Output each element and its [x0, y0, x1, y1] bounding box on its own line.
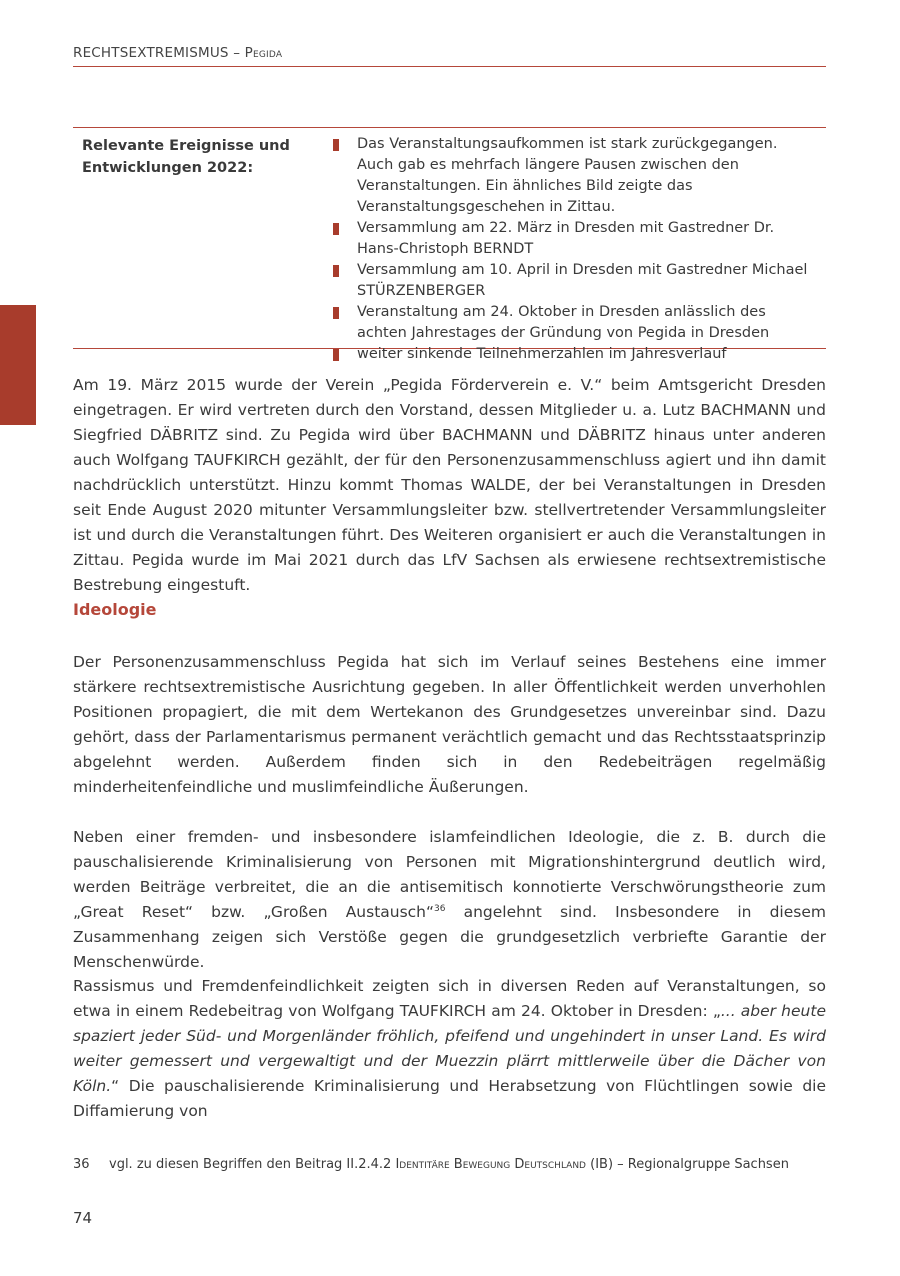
- info-box-label: Relevante Ereignisse und Entwicklungen 2022:: [82, 138, 290, 176]
- list-item: [333, 134, 818, 218]
- running-head-subsection: Pegida: [244, 45, 283, 61]
- footnote-organization: Identitäre Bewegung Deutschland: [395, 1157, 586, 1172]
- paragraph-verein: Am 19. März 2015 wurde der Verein „Pegida Förderverein e. V.“ beim Amtsgericht Dresden eingetragen. Er wird vertreten durch den Vorstand, dessen Mitglieder u. a. Lutz BACHMANN und Siegfried DÄBRITZ sind. Zu Pegida wird über BACHMANN und DÄBRITZ hinaus unter anderen auch Wolfgang TAUFKIRCH gezählt, der für den Personenzusammenschluss agiert und ihn damit nachdrücklich unterstützt. Hinzu kommt Thomas WALDE, der bei Veranstaltungen in Dresden seit Ende August 2020 mitunter Versammlungsleiter bzw. stellvertretender Versammlungsleiter ist und durch die Veranstaltungen führt. Des Weiteren organisiert er auch die Veranstaltungen in Zittau. Pegida wurde im Mai 2021 durch das LfV Sachsen als erwiesene rechtsextremistische Bestrebung eingestuft.: [73, 376, 826, 594]
- paragraph-ideologie: Der Personenzusammenschluss Pegida hat sich im Verlauf seines Bestehens eine immer stärkere rechtsextremistische Ausrichtung gegeben. In aller Öffentlichkeit werden unverhohlen Positionen propagiert, die mit dem Wertekanon des Grundgesetzes unvereinbar sind. Dazu gehört, dass der Parlamentarismus permanent verächtlich gemacht und das Rechtsstaatsprinzip abgelehnt werden. Außerdem finden sich in den Redebeiträgen regelmäßig minderheitenfeindliche und muslimfeindliche Äußerungen.: [73, 653, 826, 796]
- bullet-icon: [333, 139, 339, 151]
- footnote: [73, 1156, 833, 1174]
- paragraph-rassismus-intro: Rassismus und Fremdenfeindlichkeit zeigten sich in diversen Reden auf Veranstaltungen, so etwa in einem Redebeitrag von Wolfgang TAUFKIRCH am 24. Oktober in Dresden: „: [73, 977, 826, 1020]
- footnote-text-end: (IB) – Regionalgruppe Sachsen: [585, 1157, 789, 1172]
- paragraph-verschwoerung: [73, 825, 826, 975]
- list-item-text: weiter sinkende Teilnehmerzahlen im Jahresverlauf: [357, 346, 727, 362]
- bullet-icon: [333, 223, 339, 235]
- footnote-reference: 36: [434, 903, 446, 914]
- list-item-text: Veranstaltung am 24. Oktober in Dresden anlässlich des achten Jahrestages der Gründung von Pegida in Dresden: [357, 304, 770, 341]
- page-number: 74: [73, 1209, 93, 1227]
- events-info-box: [73, 127, 826, 362]
- running-head: [73, 45, 826, 67]
- paragraph-verschwoerung-text-end: angelehnt sind. Insbesondere in diesem Zusammenhang zeigen sich Verstöße gegen die grundgesetzlich verbriefte Garantie der Menschenwürde.: [73, 903, 826, 971]
- running-head-section: RECHTSEXTREMISMUS: [73, 45, 229, 61]
- bullet-icon: [333, 307, 339, 319]
- paragraph-rassismus: [73, 974, 826, 1124]
- list-item: [333, 260, 818, 302]
- list-item: [333, 344, 818, 365]
- chapter-side-tab: [0, 305, 36, 425]
- footnote-text: vgl. zu diesen Begriffen den Beitrag II.2.4.2: [109, 1157, 396, 1172]
- speech-quote: ... aber heute spaziert jeder Süd- und Morgenländer fröhlich, pfeifend und ungehindert in unser Land. Es wird weiter gemessert und vergewaltigt und der Muezzin plärrt mittlerweile über die Dächer von Köln.: [73, 1002, 826, 1095]
- list-item-text: Das Veranstaltungsaufkommen ist stark zurückgegangen. Auch gab es mehrfach längere Pausen zwischen den Veranstaltungen. Ein ähnliches Bild zeigte das Veranstaltungsgeschehen in Zittau.: [357, 136, 778, 215]
- paragraph-verschwoerung-text: Neben einer fremden- und insbesondere islamfeindlichen Ideologie, die z. B. durch die pauschalisierende Kriminalisierung von Personen mit Migrationshintergrund deutlich wird, werden Beiträge verbreitet, die an die antisemitisch konnotierte Verschwörungstheorie zum „Great Reset“ bzw. „Großen Austausch“: [73, 828, 826, 921]
- running-head-separator: –: [233, 45, 241, 61]
- list-item-text: Versammlung am 22. März in Dresden mit Gastredner Dr. Hans-Christoph BERNDT: [357, 220, 775, 257]
- footnote-number: 36: [73, 1157, 90, 1172]
- bullet-icon: [333, 265, 339, 277]
- info-box-list: [333, 134, 818, 365]
- list-item-text: Versammlung am 10. April in Dresden mit Gastredner Michael STÜRZENBERGER: [357, 262, 808, 299]
- paragraph-rassismus-outro: “ Die pauschalisierende Kriminalisierung und Herabsetzung von Flüchtlingen sowie die Diffamierung von: [73, 1077, 826, 1120]
- section-heading-ideologie: Ideologie: [73, 600, 157, 619]
- list-item: [333, 218, 818, 260]
- bullet-icon: [333, 349, 339, 361]
- list-item: [333, 302, 818, 344]
